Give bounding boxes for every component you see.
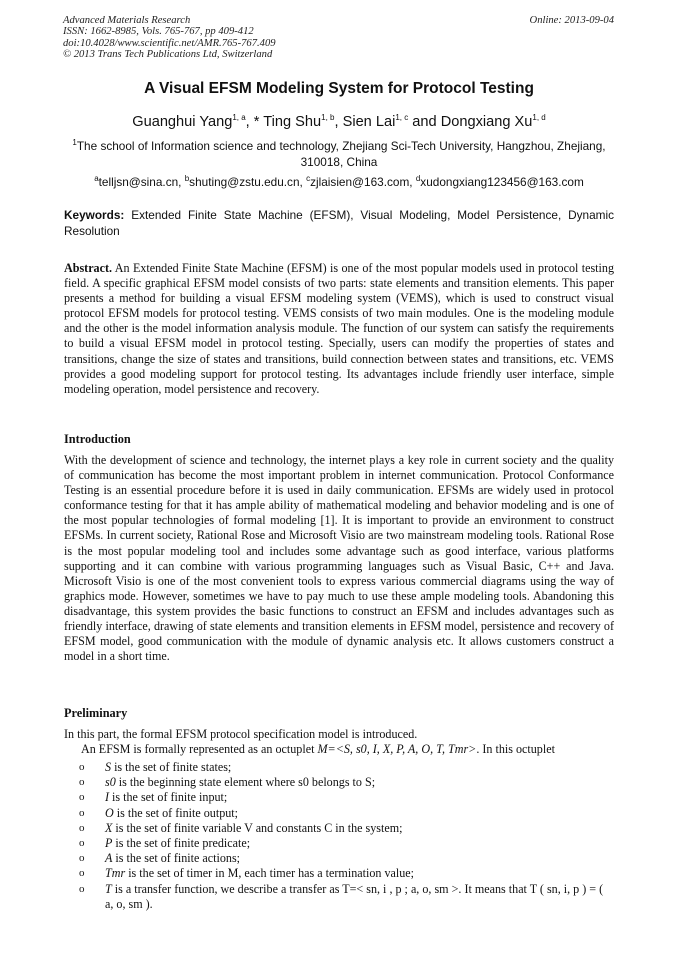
- list-item: [64, 851, 614, 866]
- author-sup: 1, d: [532, 113, 546, 123]
- definition-symbol: T: [105, 881, 112, 896]
- journal-header: [63, 15, 276, 61]
- abstract-label: Abstract.: [64, 261, 113, 275]
- list-item: [64, 775, 614, 790]
- section-heading-preliminary: Preliminary: [64, 706, 128, 720]
- circle-bullet-icon: o: [79, 837, 85, 850]
- circle-bullet-icon: o: [79, 791, 85, 804]
- author-list: [0, 114, 678, 130]
- definition-text: is the set of finite predicate;: [112, 836, 251, 851]
- list-item: [64, 806, 614, 821]
- circle-bullet-icon: o: [79, 867, 85, 880]
- author-sep: and: [408, 114, 441, 130]
- circle-bullet-icon: o: [79, 776, 85, 789]
- octuplet-formula: M=<S, s0, I, X, P, A, O, T, Tmr>: [317, 742, 477, 757]
- email-address[interactable]: zjlaisien@163.com: [310, 175, 410, 189]
- definition-symbol: A: [105, 851, 113, 866]
- abstract: [64, 261, 614, 397]
- email-list: $^a$telljsn@sina.cn, $^b$shuting@zstu.edu.cn, $^c$zjlaisien@163.com, $^d$xudongxiang123456@163.com: [94, 174, 584, 189]
- circle-bullet-icon: o: [79, 821, 85, 834]
- definition-text: is the set of finite states;: [111, 760, 232, 774]
- definition-text: is the set of finite variable V and constants C in the system;: [112, 820, 403, 835]
- author-sup: 1, a: [232, 113, 246, 123]
- definition-text: is the set of finite output;: [113, 805, 239, 820]
- author-name: Ting Shu: [263, 114, 322, 130]
- email-sup: c: [306, 174, 311, 184]
- issn-line: ISSN: 1662-8985, Vols. 765-767, pp 409-412: [63, 26, 254, 38]
- definition-symbol: I: [105, 790, 110, 805]
- online-date: Online: 2013-09-04: [529, 15, 614, 26]
- affiliation-text: The school of Information science and technology, Zhejiang Sci-Tech University, Hangzhou, Zhejiang, 310018, China: [76, 139, 606, 169]
- corresponding-mark: , *: [245, 114, 260, 130]
- email-address[interactable]: shuting@zstu.edu.cn: [189, 175, 300, 189]
- list-item: [64, 790, 614, 805]
- circle-bullet-icon: o: [79, 761, 85, 773]
- definition-text: is the beginning state element where s0 belongs to S;: [115, 775, 376, 790]
- definition-symbol: P: [105, 836, 113, 851]
- list-item: [64, 882, 614, 912]
- list-item: [64, 836, 614, 851]
- email-sup: b: [184, 174, 190, 184]
- author-name: Dongxiang Xu: [440, 114, 533, 130]
- circle-bullet-icon: o: [79, 806, 85, 819]
- definition-symbol: Tmr: [105, 866, 126, 881]
- author-sep: ,: [334, 114, 343, 130]
- section-heading-introduction: Introduction: [64, 432, 131, 446]
- definition-symbol: s0: [105, 775, 116, 790]
- author-name: Sien Lai: [342, 114, 396, 130]
- abstract-text: An Extended Finite State Machine (EFSM) is one of the most popular models used in protocol testing field. A specific graphical EFSM model consists of two parts: state elements and transition elements. This paper presents a method for building a visual EFSM modeling system (VEMS), which is used to construct visual protocol EFSM models for protocol testing. VEMS consists of two main modules. One is the modeling module and the other is the model information analysis module. The function of our system can satisfy the requirements to build a visual EFSM model in protocol testing. Specially, users can modify the properties of states and transitions, change the size of states and transitions, build connection between states and transitions, etc. VEMS provides a good modeling support for protocol testing. Its advantages include friendly user interface, simple modeling operation, model persistence and recovery.: [64, 261, 614, 396]
- affiliation: [70, 138, 608, 170]
- circle-bullet-icon: o: [79, 882, 85, 895]
- definition-symbol: O: [105, 805, 114, 820]
- octuplet-definition: [64, 742, 614, 757]
- preliminary-intro: [64, 727, 614, 757]
- list-item: [64, 866, 614, 881]
- circle-bullet-icon: o: [79, 852, 85, 865]
- keywords: [64, 208, 614, 239]
- list-item: [64, 760, 614, 775]
- doi-line: doi:10.4028/www.scientific.net/AMR.765-767.409: [63, 37, 276, 49]
- author-name: Guanghui Yang: [132, 114, 233, 130]
- paper-title: A Visual EFSM Modeling System for Protocol Testing: [144, 80, 534, 97]
- author-sup: 1, b: [321, 113, 335, 123]
- author-sup: 1, c: [395, 113, 409, 123]
- email-sup: a: [94, 174, 99, 184]
- keywords-label: Keywords:: [64, 208, 125, 222]
- definition-symbol: S: [105, 760, 112, 774]
- introduction-text: With the development of science and technology, the internet plays a key role in current society and the quality of communication has become the most important problem in internet communication. Protocol Conformance Testing is an essential procedure before it is used in daily communication. EFSMs are widely used in protocol conformance testing for that it has ample ability of mathematical modeling and behavior modeling and is one of the most popular technologies of formal modeling [1]. It is important to provide an environment to construct EFSMs. In current society, Rational Rose and Microsoft Visio are two mainstream modeling tools. Rational Rose is the most popular modeling tool and includes some advantage such as good interface, various platforms supporting and it can combine with various programming languages such as Visual Basic, C++ and Java. Microsoft Visio is one of the most convenient tools to express various commercial diagrams using the way of graphics mode. However, sometimes we have to pay much to use these ample modeling tools. Abandoning this disadvantage, this system provides the basic functions to construct an EFSM and includes advantages such as friendly interface, drawing of state elements and transition elements in EFSM model, persistence and recovery of EFSM model, good communication with the module of dynamic analysis etc. It allows customers construct a model in a short time.: [64, 453, 614, 664]
- preliminary-line: In this part, the formal EFSM protocol specification model is introduced.: [64, 727, 418, 741]
- definition-symbol: X: [105, 820, 113, 835]
- email-address[interactable]: telljsn@sina.cn: [98, 175, 179, 189]
- email-sup: d: [415, 174, 421, 184]
- definition-text: is the set of finite actions;: [112, 851, 241, 866]
- octuplet-prefix: An EFSM is formally represented as an octuplet: [81, 742, 318, 757]
- definition-text: is a transfer function, we describe a transfer as T=< sn, i , p ; a, o, sm >. It means that T ( sn, i, p ) = ( a, o, sm ).: [105, 881, 604, 911]
- definition-text: is the set of finite input;: [109, 790, 228, 805]
- octuplet-suffix: . In this octuplet: [476, 742, 555, 757]
- definition-list: [64, 760, 614, 912]
- list-item: [64, 821, 614, 836]
- journal-name: Advanced Materials Research: [63, 15, 191, 26]
- definition-text: is the set of timer in M, each timer has a termination value;: [125, 866, 414, 881]
- keywords-text: Extended Finite State Machine (EFSM), Visual Modeling, Model Persistence, Dynamic Resolution: [64, 208, 615, 238]
- email-address[interactable]: xudongxiang123456@163.com: [420, 175, 584, 189]
- copyright-line: © 2013 Trans Tech Publications Ltd, Switzerland: [63, 49, 273, 61]
- affiliation-sup: 1: [72, 138, 77, 148]
